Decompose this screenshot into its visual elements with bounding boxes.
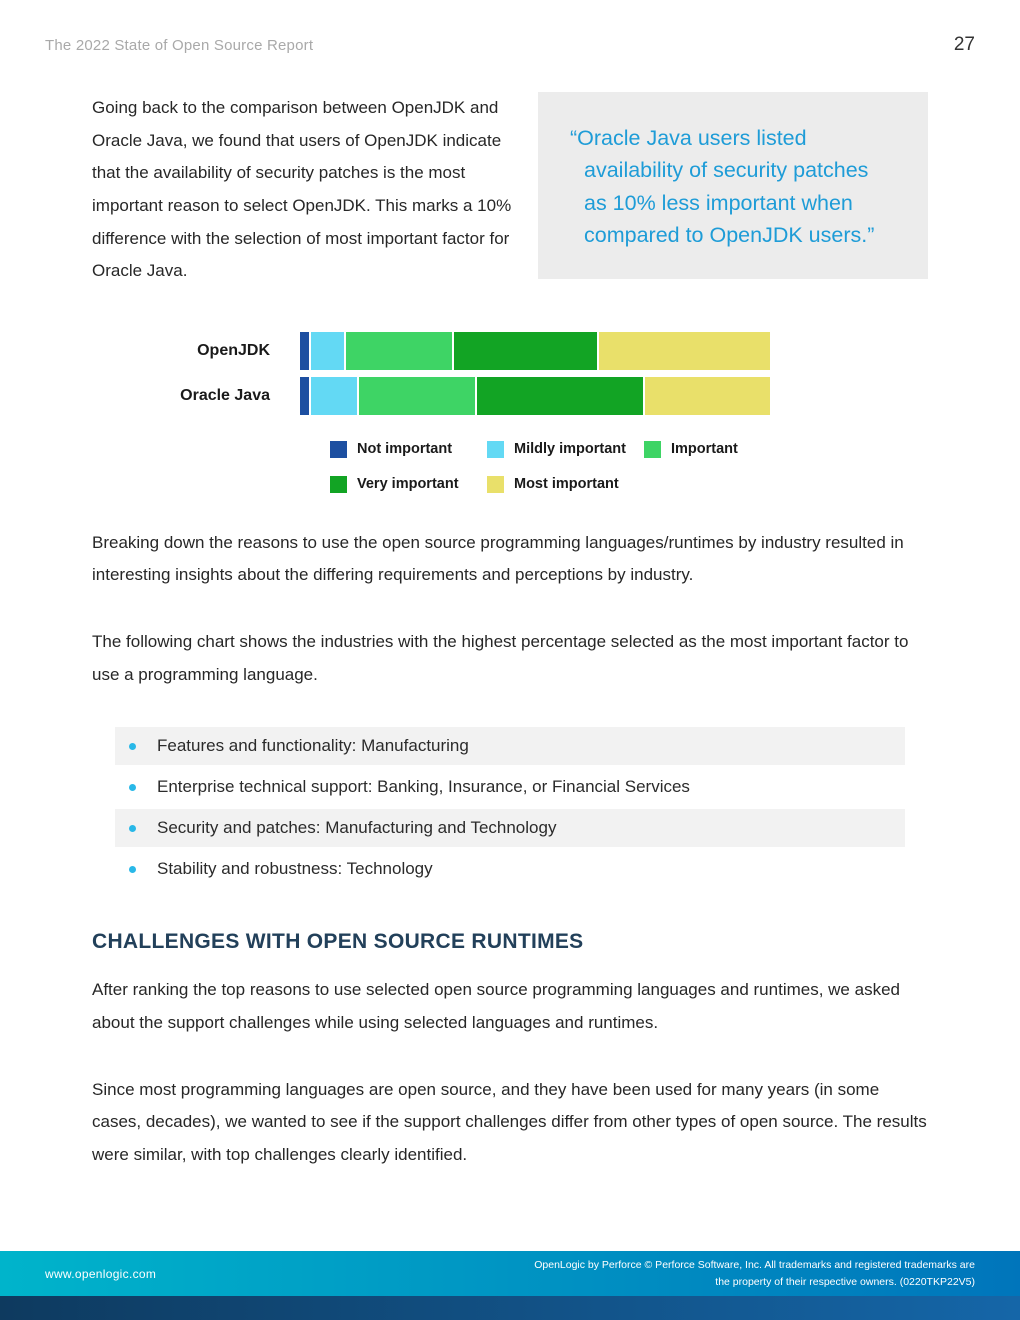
chart-rows <box>92 332 928 415</box>
list-item-text: Enterprise technical support: Banking, Insurance, or Financial Services <box>157 777 690 797</box>
chart-legend <box>330 441 820 493</box>
legend-label: Important <box>671 441 738 458</box>
chart-row <box>92 377 928 415</box>
bar-segment <box>477 377 643 415</box>
legend-item <box>644 441 801 458</box>
legend-item <box>487 476 644 493</box>
website-link[interactable]: www.openlogic.com <box>45 1266 157 1281</box>
stacked-bar <box>300 332 770 370</box>
bar-segment <box>645 377 770 415</box>
legend-item <box>487 441 644 458</box>
legend-item <box>330 476 487 493</box>
bullet-icon <box>129 866 136 873</box>
list-item <box>115 809 905 847</box>
legend-swatch-icon <box>330 441 347 458</box>
chart-row <box>92 332 928 370</box>
bar-segment <box>454 332 597 370</box>
list-item <box>115 850 905 888</box>
footer-bar <box>0 1251 1020 1296</box>
bar-segment <box>311 332 343 370</box>
bullet-icon <box>129 743 136 750</box>
body-paragraph-4: Since most programming languages are open source, and they have been used for many years (in some cases, decades), we wanted to see if the support challenges differ from other types of open source. The results were similar, with top challenges clearly identified. <box>92 1079 927 1164</box>
pull-quote-text: “Oracle Java users listed availability of security patches as 10% less important when compared to OpenJDK users.” <box>570 126 875 247</box>
bar-segment <box>311 377 357 415</box>
chart-category-label: Oracle Java <box>180 386 270 404</box>
bar-segment <box>359 377 475 415</box>
list-item <box>115 727 905 765</box>
section-heading: CHALLENGES WITH OPEN SOURCE RUNTIMES <box>92 930 584 954</box>
footer-accent-strip <box>0 1296 1020 1320</box>
legal-text: OpenLogic by Perforce © Perforce Software, Inc. All trademarks and registered trademarks are the property of their respective owners. (0220TKP22V5) <box>534 1259 975 1288</box>
legend-label: Most important <box>514 476 619 493</box>
stacked-bar <box>300 377 770 415</box>
chart-category-label: OpenJDK <box>197 341 270 359</box>
bar-segment <box>300 377 309 415</box>
legend-label: Very important <box>357 476 459 493</box>
bar-segment <box>599 332 770 370</box>
bar-segment <box>346 332 452 370</box>
bullet-icon <box>129 825 136 832</box>
importance-stacked-bar-chart <box>92 332 928 493</box>
page-footer <box>0 1251 1020 1320</box>
report-title: The 2022 State of Open Source Report <box>45 37 314 54</box>
body-paragraph-2: The following chart shows the industries with the highest percentage selected as the most important factor to use a programming language. <box>92 632 909 684</box>
industry-bullet-list <box>115 727 905 888</box>
list-item-text: Security and patches: Manufacturing and Technology <box>157 818 557 838</box>
legend-swatch-icon <box>644 441 661 458</box>
legend-label: Not important <box>357 441 453 458</box>
list-item <box>115 768 905 806</box>
pull-quote-box <box>538 92 928 279</box>
legend-item <box>330 441 487 458</box>
bullet-icon <box>129 784 136 791</box>
body-paragraph-3: After ranking the top reasons to use selected open source programming languages and runtimes, we asked about the support challenges while using selected languages and runtimes. <box>92 980 900 1032</box>
body-paragraph-1: Breaking down the reasons to use the open source programming languages/runtimes by industry resulted in interesting insights about the differing requirements and perceptions by industry. <box>92 532 904 585</box>
bar-segment <box>300 332 309 370</box>
legend-swatch-icon <box>487 441 504 458</box>
page-content <box>0 92 1020 1171</box>
legend-swatch-icon <box>487 476 504 493</box>
legend-swatch-icon <box>330 476 347 493</box>
page-number: 27 <box>953 34 975 55</box>
list-item-text: Features and functionality: Manufacturing <box>157 736 469 756</box>
intro-section <box>92 92 928 288</box>
page-header <box>0 0 1020 56</box>
legend-label: Mildly important <box>514 441 626 458</box>
list-item-text: Stability and robustness: Technology <box>157 859 433 879</box>
intro-paragraph: Going back to the comparison between OpenJDK and Oracle Java, we found that users of OpenJDK indicate that the availability of security patches is the most important reason to select OpenJDK. This marks a 10% difference with the selection of most important factor for Oracle Java. <box>92 98 512 281</box>
